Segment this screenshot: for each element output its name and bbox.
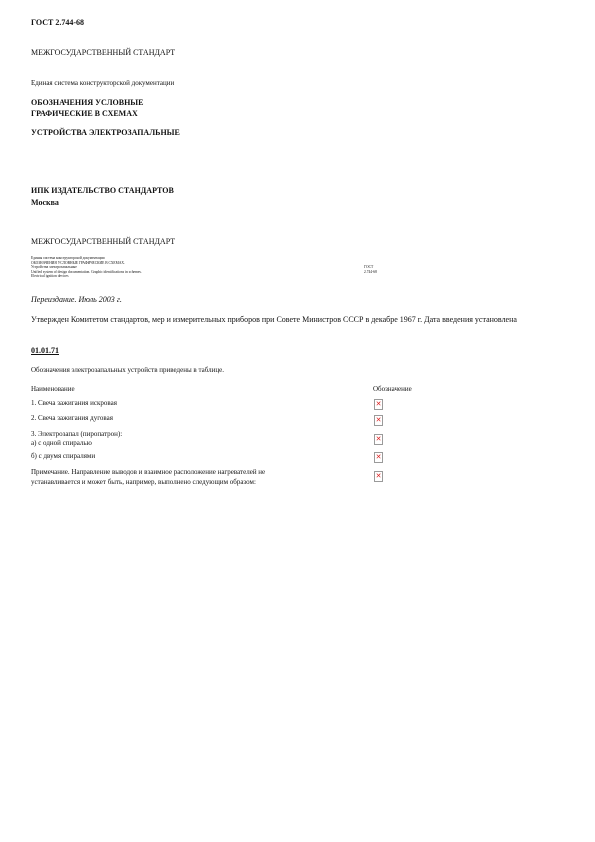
broken-image-icon: ✕: [375, 400, 382, 408]
gost-label: ГОСТ: [364, 265, 374, 269]
table-row-note: Примечание. Направление выводов и взаимное расположение нагревателей не: [31, 468, 266, 476]
small-heading-line: Electrical ignition devices: [31, 274, 69, 279]
small-heading-line: Устройства электрозапальные: [31, 265, 77, 270]
documentation-system: Единая система конструкторской документации: [31, 79, 175, 87]
title-line-1: ОБОЗНАЧЕНИЯ УСЛОВНЫЕ: [31, 98, 144, 107]
table-row-name: 3. Электрозапал (пиропатрон):: [31, 430, 123, 438]
gost-number-block: [364, 265, 404, 274]
intro-text: Обозначения электрозапальных устройств приведены в таблице.: [31, 366, 224, 374]
column-header-name: Наименование: [31, 385, 75, 393]
reissue-note: Переиздание. Июль 2003 г.: [31, 295, 122, 304]
column-header-symbol: Обозначение: [373, 385, 412, 393]
approval-text: Утвержден Комитетом стандартов, мер и измерительных приборов при Совете Министров СССР в декабре 1967 г. Дата введения установлена: [31, 315, 517, 324]
table-row-subname: а) с одной спиралью: [31, 439, 92, 447]
table-row-name: 1. Свеча зажигания искровая: [31, 399, 117, 407]
standard-category: МЕЖГОСУДАРСТВЕННЫЙ СТАНДАРТ: [31, 48, 176, 57]
broken-image-icon: ✕: [375, 435, 382, 443]
broken-image-icon: ✕: [375, 453, 382, 461]
broken-image-icon: ✕: [375, 416, 382, 424]
gost-number: 2.744-68: [364, 269, 377, 274]
small-heading-line: ОБОЗНАЧЕНИЯ УСЛОВНЫЕ ГРАФИЧЕСКИЕ В СХЕМАХ.: [31, 260, 125, 265]
small-heading-block: [31, 256, 261, 279]
table-row-name: 2. Свеча зажигания дуговая: [31, 414, 113, 422]
standard-category-2: МЕЖГОСУДАРСТВЕННЫЙ СТАНДАРТ: [31, 237, 176, 246]
title-line-2: ГРАФИЧЕСКИЕ В СХЕМАХ: [31, 109, 138, 118]
city: Москва: [31, 198, 59, 207]
small-heading-line: Единая система конструкторской документации: [31, 256, 105, 260]
document-code: ГОСТ 2.744-68: [31, 18, 84, 27]
table-row-note-cont: устанавливается и может быть, например, выполнено следующим образом:: [31, 478, 256, 486]
subtitle: УСТРОЙСТВА ЭЛЕКТРОЗАПАЛЬНЫЕ: [31, 128, 180, 137]
table-row-name: б) с двумя спиралями: [31, 452, 96, 460]
small-heading-line: Unified system of design documentation. Graphic identifications in schemes.: [31, 269, 142, 274]
broken-image-icon: ✕: [375, 472, 382, 480]
introduction-date: 01.01.71: [31, 346, 59, 355]
publisher: ИПК ИЗДАТЕЛЬСТВО СТАНДАРТОВ: [31, 186, 174, 195]
